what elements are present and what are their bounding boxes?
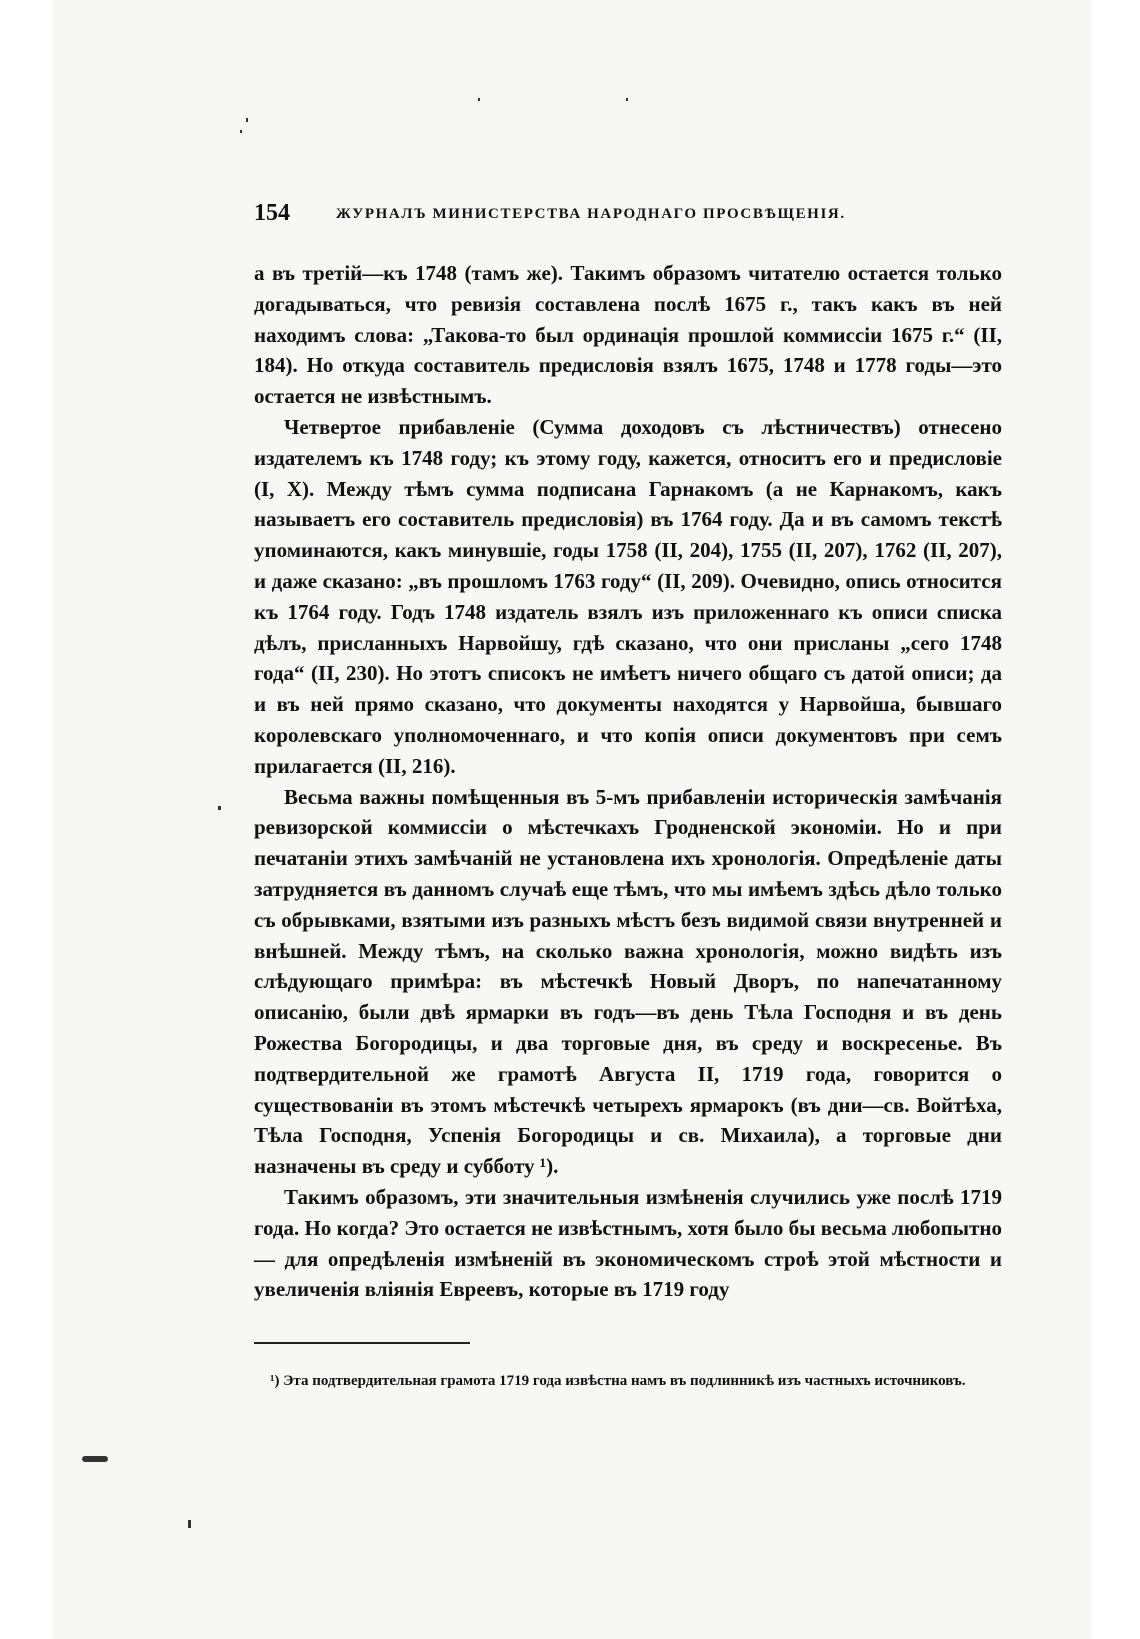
body-text bbox=[254, 258, 1002, 1305]
paragraph: а въ третій—къ 1748 (тамъ же). Такимъ образомъ читателю остается только догадываться, что ревизія составлена послѣ 1675 г., такъ какъ въ ней находимъ слова: „Такова-то был ординація прошлой коммиссіи 1675 г.“ (II, 184). Но откуда составитель предисловія взялъ 1675, 1748 и 1778 годы—это остается не извѣстнымъ. bbox=[254, 261, 1002, 409]
paragraph: Такимъ образомъ, эти значительныя измѣненія случились уже послѣ 1719 года. Но когда? Это остается не извѣстнымъ, хотя было бы весьма любопытно — для опредѣленія измѣненій въ экономическомъ строѣ этой мѣстности и увеличенія вліянія Евреевъ, которые въ 1719 году bbox=[254, 1184, 1002, 1302]
scan-speck bbox=[626, 98, 628, 101]
page-header bbox=[254, 200, 910, 234]
footnote-rule bbox=[254, 1342, 470, 1344]
scan-speck bbox=[246, 118, 248, 122]
paragraph: Весьма важны помѣщенныя въ 5-мъ прибавленіи историческія замѣчанія ревизорской коммиссіи о мѣстечкахъ Гродненской экономіи. Но и при печатаніи этихъ замѣчаній не установлена ихъ хронологія. Опредѣленіе даты затрудняется въ данномъ случаѣ еще тѣмъ, что мы имѣемъ здѣсь дѣло только съ обрывками, взятыми изъ разныхъ мѣстъ безъ видимой связи внутренней и внѣшней. Между тѣмъ, на сколько важна хронологія, можно видѣть изъ слѣдующаго примѣра: въ мѣстечкѣ Новый Дворъ, по напечатанному описанію, были двѣ ярмарки въ годъ—въ день Тѣла Господня и въ день Рожества Богородицы, и два торговые дня, въ среду и воскресенье. Въ подтвердительной же грамотѣ Августа II, 1719 года, говорится о существованіи въ этомъ мѣстечкѣ четырехъ ярмарокъ (въ дни—св. Войтѣха, Тѣла Господня, Успенія Богородицы и св. Михаила), а торговые дни назначены въ среду и субботу ¹). bbox=[254, 784, 1002, 1179]
footnote: ¹) Эта подтвердительная грамота 1719 года извѣстна намъ въ подлинникѣ изъ частныхъ источниковъ. bbox=[270, 1373, 966, 1389]
scan-speck bbox=[188, 1520, 191, 1528]
scan-artifact bbox=[82, 1456, 108, 1462]
scan-speck bbox=[478, 98, 480, 101]
scan-speck bbox=[218, 806, 221, 810]
paragraph: Четвертое прибавленіе (Сумма доходовъ съ лѣстничествъ) отнесено издателемъ къ 1748 году; къ этому году, кажется, относитъ его и предисловіе (I, X). Между тѣмъ сумма подписана Гарнакомъ (а не Карнакомъ, какъ называетъ его составитель предисловія) въ 1764 году. Да и въ самомъ текстѣ упоминаются, какъ минувшіе, годы 1758 (II, 204), 1755 (II, 207), 1762 (II, 207), и даже сказано: „въ прошломъ 1763 году“ (II, 209). Очевидно, опись относится къ 1764 году. Годъ 1748 издатель взялъ изъ приложеннаго къ описи списка дѣлъ, присланныхъ Нарвойшу, гдѣ сказано, что они присланы „сего 1748 года“ (II, 230). Но этотъ списокъ не имѣетъ ничего общаго съ датой описи; да и въ ней прямо сказано, что документы находятся у Нарвойша, бывшаго королевскаго уполномоченнаго, и что копія описи документовъ при семъ прилагается (II, 216). bbox=[254, 414, 1002, 778]
running-title: ЖУРНАЛЪ МИНИСТЕРСТВА НАРОДНАГО ПРОСВѢЩЕНІЯ. bbox=[336, 206, 846, 222]
scan-speck bbox=[240, 130, 242, 133]
page-number: 154 bbox=[254, 200, 290, 226]
